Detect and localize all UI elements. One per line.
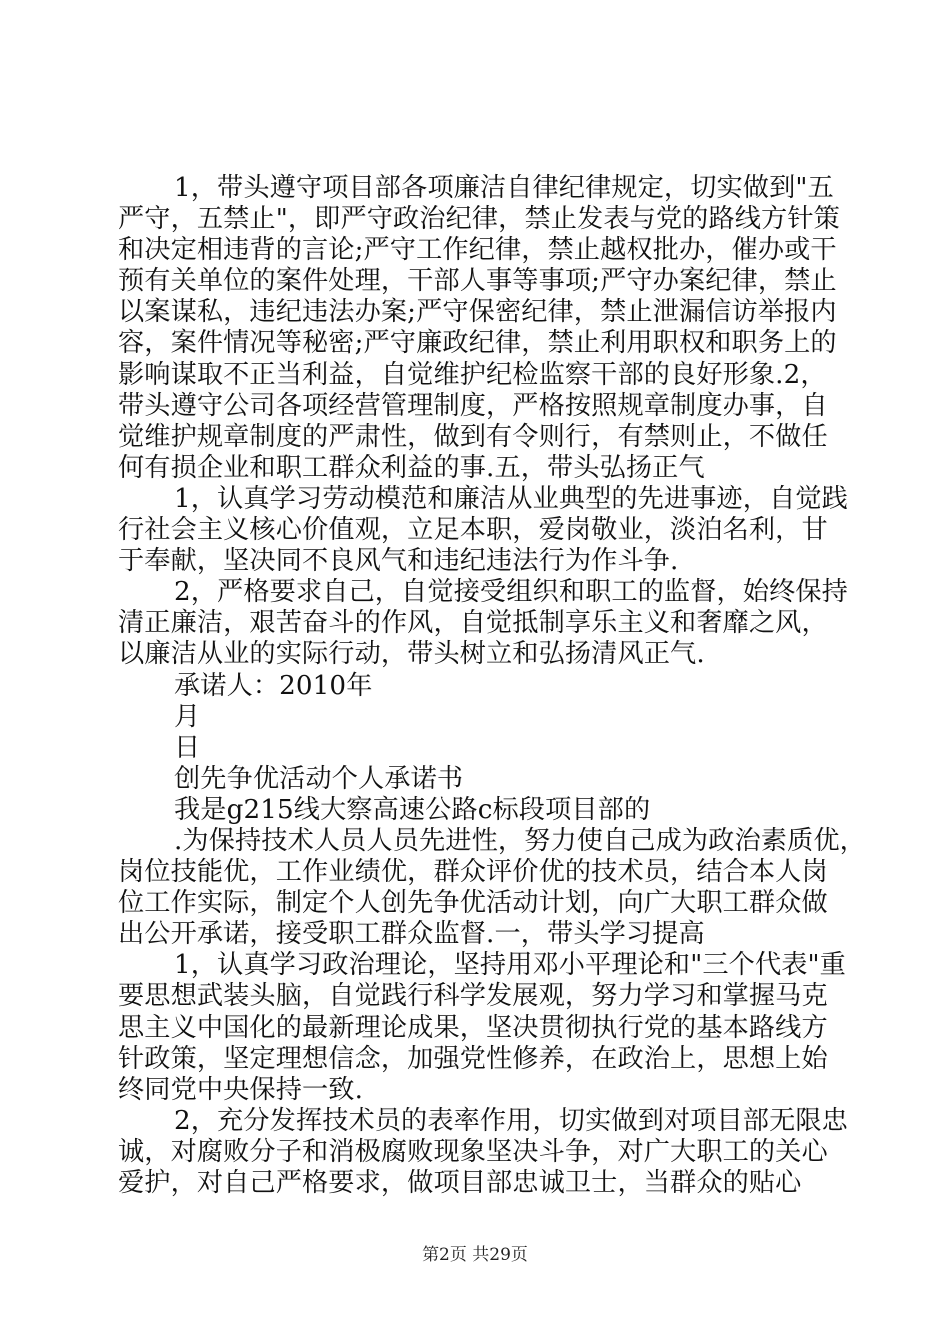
- text-line: 行社会主义核心价值观，立足本职，爱岗敬业，淡泊名利，甘: [118, 515, 828, 546]
- document-body: [118, 173, 866, 1199]
- text-line: 2，充分发挥技术员的表率作用，切实做到对项目部无限忠: [174, 1105, 848, 1136]
- paragraph: [118, 825, 866, 950]
- paragraph: [118, 173, 838, 484]
- text-line: 位工作实际，制定个人创先争优活动计划，向广大职工群众做: [118, 888, 828, 919]
- text-line: 1，认真学习劳动模范和廉洁从业典型的先进事迹，自觉践: [174, 483, 848, 514]
- text-line: 以案谋私，违纪违法办案;严守保密纪律，禁止泄漏信访举报内: [118, 297, 837, 328]
- text-line: 以廉洁从业的实际行动，带头树立和弘扬清风正气.: [118, 639, 705, 670]
- text-line: 思主义中国化的最新理论成果，坚决贯彻执行党的基本路线方: [118, 1012, 828, 1043]
- text-line: 1，带头遵守项目部各项廉洁自律纪律规定，切实做到"五: [174, 173, 834, 203]
- paragraph: [118, 795, 838, 826]
- paragraph: [118, 733, 838, 764]
- text-line: 和决定相违背的言论;严守工作纪律，禁止越权批办，催办或干: [118, 235, 837, 266]
- text-line: 日: [174, 732, 201, 763]
- text-line: 终同党中央保持一致.: [118, 1074, 364, 1105]
- text-line: 1，认真学习政治理论，坚持用邓小平理论和"三个代表"重: [174, 950, 846, 981]
- page-footer: 第2页 共29页: [422, 1245, 528, 1265]
- text-line: 要思想武装头脑，自觉践行科学发展观，努力学习和掌握马克: [118, 981, 828, 1012]
- paragraph: [118, 483, 848, 577]
- text-line: 创先争优活动个人承诺书: [174, 763, 464, 794]
- paragraph: [118, 577, 848, 670]
- text-line: 诚，对腐败分子和消极腐败现象坚决斗争，对广大职工的关心: [118, 1136, 828, 1167]
- text-line: 承诺人：2010年: [174, 670, 373, 701]
- text-line: 何有损企业和职工群众利益的事.五，带头弘扬正气: [118, 452, 705, 483]
- paragraph: [118, 950, 846, 1105]
- paragraph: [118, 764, 838, 795]
- text-line: 岗位技能优，工作业绩优，群众评价优的技术员，结合本人岗: [118, 857, 828, 888]
- text-line: 影响谋取不正当利益，自觉维护纪检监察干部的良好形象.2，: [118, 359, 827, 390]
- paragraph: [118, 1105, 848, 1199]
- text-line: 预有关单位的案件处理，干部人事等事项;严守办案纪律，禁止: [118, 266, 837, 297]
- text-line: 月: [174, 701, 201, 732]
- text-line: 严守，五禁止"，即严守政治纪律，禁止发表与党的路线方针策: [118, 204, 840, 235]
- text-line: 容，案件情况等秘密;严守廉政纪律，禁止利用职权和职务上的: [118, 328, 837, 359]
- text-line: 于奉献，坚决同不良风气和违纪违法行为作斗争.: [118, 546, 679, 577]
- paragraph: [118, 671, 838, 702]
- paragraph: [118, 702, 838, 733]
- text-line: 我是g215线大察高速公路c标段项目部的: [174, 794, 651, 825]
- text-line: 觉维护规章制度的严肃性，做到有令则行，有禁则止，不做任: [118, 421, 828, 452]
- text-line: 清正廉洁，艰苦奋斗的作风，自觉抵制享乐主义和奢靡之风，: [118, 608, 828, 639]
- text-line: 出公开承诺，接受职工群众监督.一，带头学习提高: [118, 919, 705, 950]
- text-line: 带头遵守公司各项经营管理制度，严格按照规章制度办事，自: [118, 390, 828, 421]
- text-line: .为保持技术人员人员先进性，努力使自己成为政治素质优，: [174, 825, 866, 856]
- text-line: 针政策，坚定理想信念，加强党性修养，在政治上，思想上始: [118, 1043, 828, 1074]
- text-line: 爱护，对自己严格要求，做项目部忠诚卫士，当群众的贴心: [118, 1168, 802, 1198]
- text-line: 2，严格要求自己，自觉接受组织和职工的监督，始终保持: [174, 577, 848, 608]
